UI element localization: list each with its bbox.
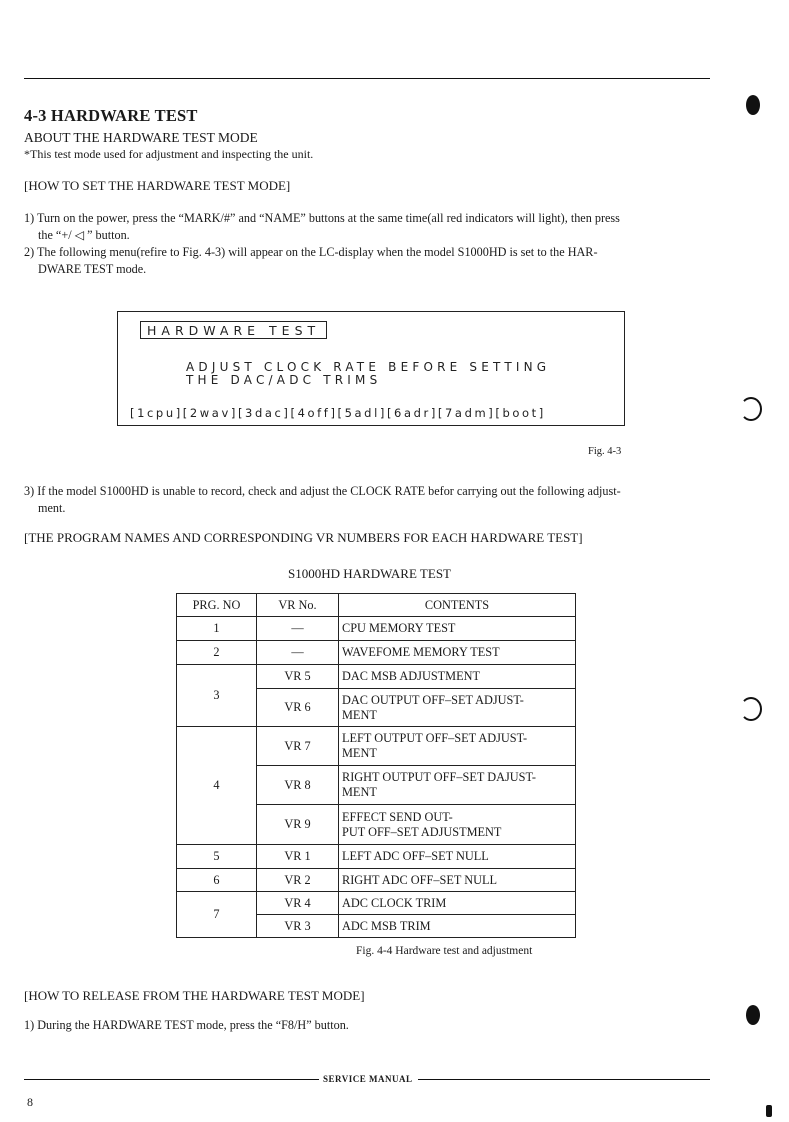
footer-rule-right: [418, 1079, 710, 1080]
step-1-line-1: 1) Turn on the power, press the “MARK/#” and “NAME” buttons at the same time(all red indicators will light), then press: [24, 211, 620, 225]
contents-line: LEFT OUTPUT OFF–SET ADJUST-: [342, 731, 528, 745]
top-rule: [24, 78, 710, 79]
contents-cell: ADC MSB TRIM: [339, 915, 576, 938]
program-heading: [THE PROGRAM NAMES AND CORRESPONDING VR NUMBERS FOR EACH HARDWARE TEST]: [24, 530, 583, 545]
page-number: 8: [27, 1095, 33, 1109]
contents-cell: WAVEFOME MEMORY TEST: [339, 641, 576, 665]
lcd-line-2: THE DAC/ADC TRIMS: [186, 373, 382, 387]
table-row: [177, 727, 576, 766]
howto-release-heading: [HOW TO RELEASE FROM THE HARDWARE TEST MODE]: [24, 988, 365, 1003]
fig-4-3-caption: Fig. 4-3: [588, 446, 622, 457]
vr-cell: —: [257, 641, 339, 665]
binder-ring-mark-1: [740, 397, 762, 421]
step-2: [24, 244, 724, 278]
contents-cell: [339, 727, 576, 766]
footer-rule-left: [24, 1079, 319, 1080]
contents-line: EFFECT SEND OUT-: [342, 809, 453, 824]
prg-cell: 3: [177, 665, 257, 727]
contents-cell: DAC MSB ADJUSTMENT: [339, 665, 576, 689]
lcd-display-figure: [117, 311, 625, 426]
header-contents: CONTENTS: [339, 594, 576, 617]
punch-hole-mark-top: [746, 95, 760, 115]
vr-cell: VR 8: [257, 766, 339, 805]
hardware-test-table: [176, 593, 576, 938]
contents-line: MENT: [342, 785, 377, 799]
table-row: [177, 892, 576, 915]
contents-cell: [339, 766, 576, 805]
step-2-line-2: DWARE TEST mode.: [38, 262, 147, 276]
about-note: *This test mode used for adjustment and inspecting the unit.: [24, 147, 314, 161]
step-3-line-1: 3) If the model S1000HD is unable to record, check and adjust the CLOCK RATE befor carrying out the following adjust-: [24, 484, 621, 498]
prg-cell: 6: [177, 869, 257, 892]
lcd-title: HARDWARE TEST: [140, 321, 327, 339]
contents-line: MENT: [342, 707, 377, 722]
table-row: [177, 665, 576, 689]
lcd-menu: [1cpu][2wav][3dac][4off][5adl][6adr][7adm][boot]: [130, 406, 546, 420]
prg-cell: 1: [177, 617, 257, 641]
step-3-line-2: ment.: [38, 501, 66, 515]
vr-cell: VR 4: [257, 892, 339, 915]
scan-mark: [766, 1105, 772, 1117]
contents-cell: RIGHT ADC OFF–SET NULL: [339, 869, 576, 892]
contents-line: RIGHT OUTPUT OFF–SET DAJUST-: [342, 770, 536, 784]
table-title: S1000HD HARDWARE TEST: [288, 566, 451, 581]
prg-cell: 2: [177, 641, 257, 665]
section-title: 4-3 HARDWARE TEST: [24, 106, 198, 125]
about-heading: ABOUT THE HARDWARE TEST MODE: [24, 130, 258, 145]
vr-cell: VR 7: [257, 727, 339, 766]
table-row: [177, 845, 576, 869]
vr-cell: VR 5: [257, 665, 339, 689]
table-header-row: [177, 594, 576, 617]
contents-cell: [339, 805, 576, 845]
table-row: [177, 617, 576, 641]
contents-cell: CPU MEMORY TEST: [339, 617, 576, 641]
contents-cell: [339, 689, 576, 727]
contents-line: PUT OFF–SET ADJUSTMENT: [342, 824, 502, 839]
prg-cell: 7: [177, 892, 257, 938]
step-2-line-1: 2) The following menu(refire to Fig. 4-3) will appear on the LC-display when the model S1000HD is set to the HAR-: [24, 245, 598, 259]
contents-line: DAC OUTPUT OFF–SET ADJUST-: [342, 692, 524, 707]
step-1-line-2: the “+/ ◁ ” button.: [38, 228, 130, 242]
prg-cell: 4: [177, 727, 257, 845]
release-step: 1) During the HARDWARE TEST mode, press the “F8/H” button.: [24, 1018, 349, 1032]
table-row: [177, 641, 576, 665]
vr-cell: VR 2: [257, 869, 339, 892]
fig-4-4-caption: Fig. 4-4 Hardware test and adjustment: [356, 945, 533, 957]
step-3: [24, 483, 724, 517]
step-1: [24, 210, 724, 244]
punch-hole-mark-bottom: [746, 1005, 760, 1025]
vr-cell: VR 1: [257, 845, 339, 869]
vr-cell: —: [257, 617, 339, 641]
footer-title: SERVICE MANUAL: [323, 1074, 413, 1084]
howto-set-heading: [HOW TO SET THE HARDWARE TEST MODE]: [24, 178, 291, 193]
lcd-line-1: ADJUST CLOCK RATE BEFORE SETTING: [186, 360, 551, 374]
header-vr-no: VR No.: [257, 594, 339, 617]
header-prg-no: PRG. NO: [177, 594, 257, 617]
vr-cell: VR 9: [257, 805, 339, 845]
table-row: [177, 869, 576, 892]
contents-cell: ADC CLOCK TRIM: [339, 892, 576, 915]
vr-cell: VR 3: [257, 915, 339, 938]
prg-cell: 5: [177, 845, 257, 869]
vr-cell: VR 6: [257, 689, 339, 727]
contents-line: MENT: [342, 746, 377, 760]
contents-cell: LEFT ADC OFF–SET NULL: [339, 845, 576, 869]
binder-ring-mark-2: [740, 697, 762, 721]
